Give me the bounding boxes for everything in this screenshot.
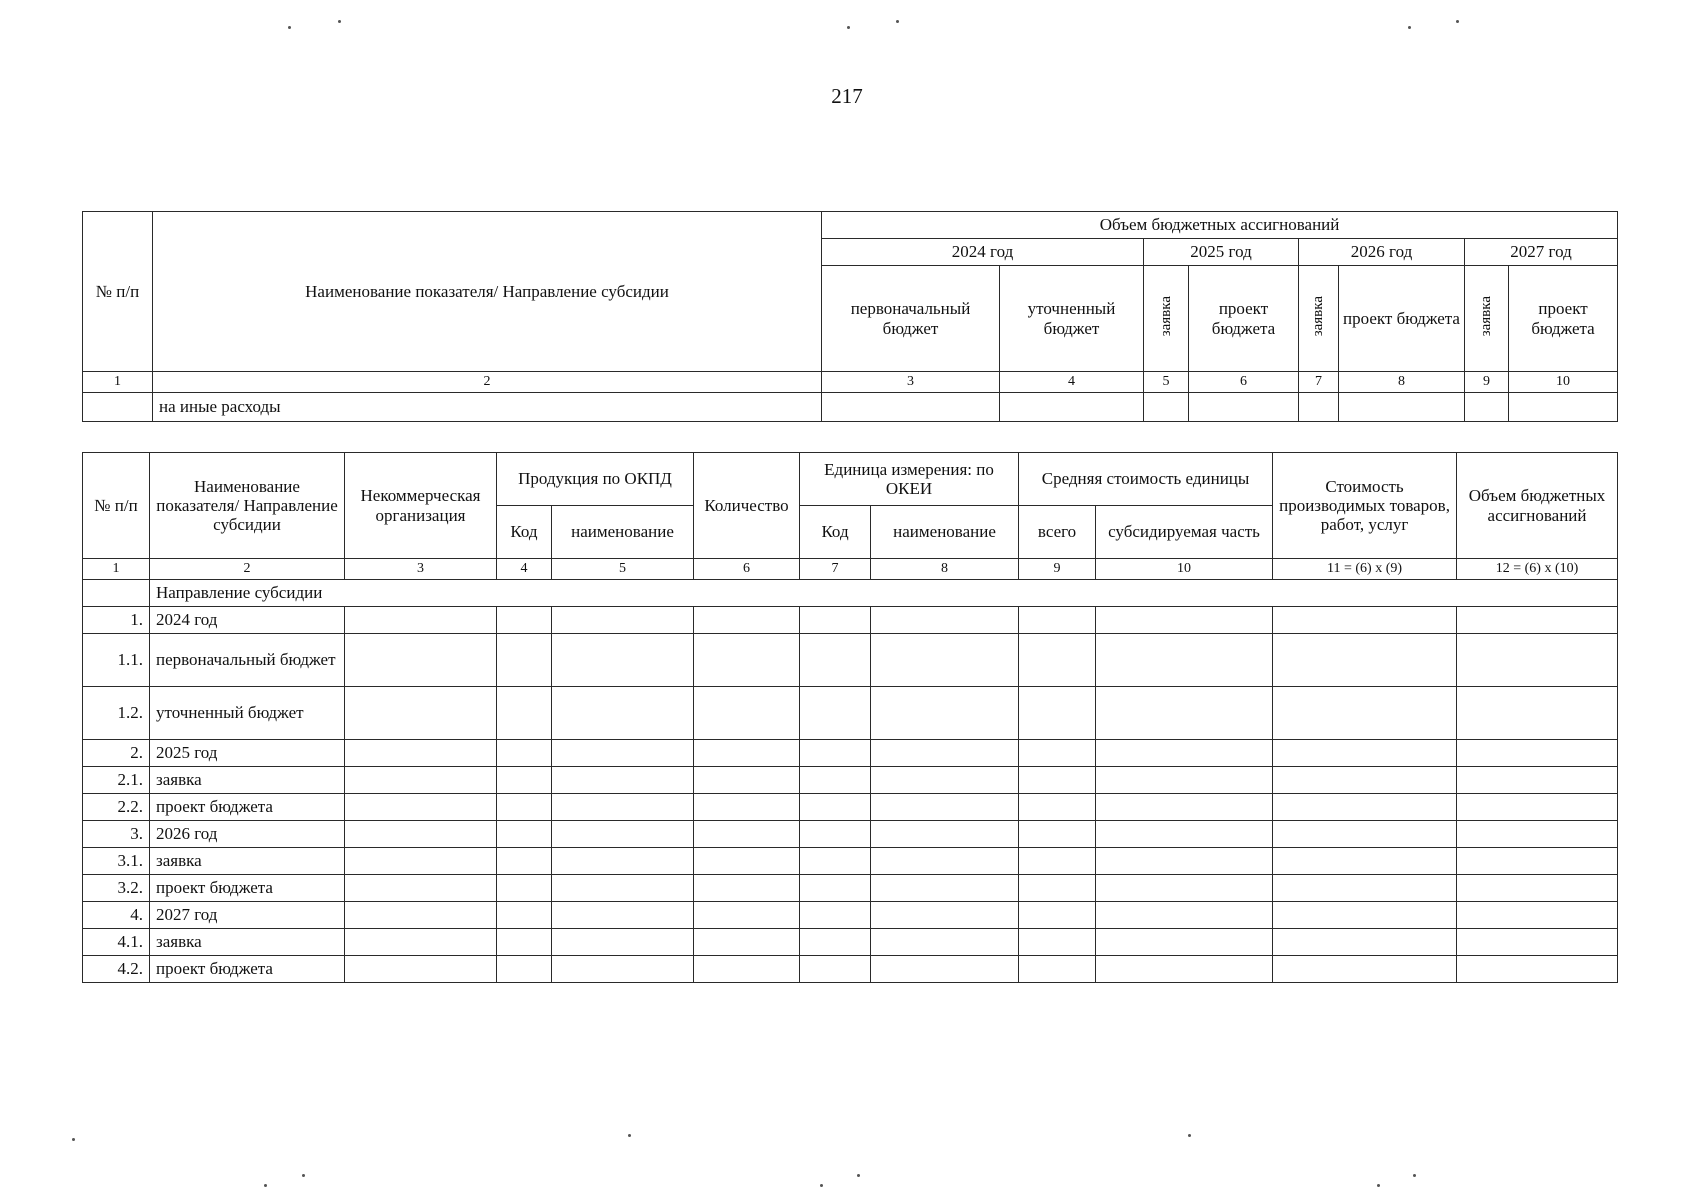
row-label: на иные расходы — [153, 393, 822, 422]
table-row — [83, 875, 1618, 902]
scan-speck — [72, 1138, 75, 1141]
header-quantity: Количество — [694, 453, 800, 559]
row-label: первоначальный бюджет — [150, 634, 345, 687]
table-row — [83, 821, 1618, 848]
row-number: 2.1. — [83, 767, 150, 794]
row-label: 2027 год — [150, 902, 345, 929]
header-draft-2025: проект бюджета — [1189, 266, 1299, 372]
cell — [345, 687, 497, 740]
cell — [1096, 848, 1273, 875]
cell — [552, 875, 694, 902]
cell — [871, 902, 1019, 929]
budget-allocations-table — [82, 211, 1618, 422]
col-num: 5 — [552, 559, 694, 580]
cell — [871, 929, 1019, 956]
cell — [800, 848, 871, 875]
cell — [800, 875, 871, 902]
cell — [345, 607, 497, 634]
cell — [1019, 607, 1096, 634]
cell — [1457, 956, 1618, 983]
row-label: заявка — [150, 929, 345, 956]
header-name: Наименование показателя/ Направление субсидии — [150, 453, 345, 559]
cell — [552, 687, 694, 740]
header-okei-code: Код — [800, 506, 871, 559]
cell — [871, 875, 1019, 902]
cell — [345, 929, 497, 956]
col-num: 9 — [1019, 559, 1096, 580]
cell — [694, 821, 800, 848]
table-row — [83, 687, 1618, 740]
cell — [871, 848, 1019, 875]
row-number: 4.2. — [83, 956, 150, 983]
cell — [694, 687, 800, 740]
cell — [871, 794, 1019, 821]
cell — [1019, 634, 1096, 687]
row-number: 1. — [83, 607, 150, 634]
table-row — [83, 848, 1618, 875]
cell — [1096, 687, 1273, 740]
cell — [552, 740, 694, 767]
row-number: 2.2. — [83, 794, 150, 821]
cell — [1096, 902, 1273, 929]
cell — [552, 956, 694, 983]
cell — [1019, 875, 1096, 902]
cell — [497, 956, 552, 983]
header-okpd: Продукция по ОКПД — [497, 453, 694, 506]
cell — [1096, 767, 1273, 794]
cell — [694, 875, 800, 902]
header-request-2025: заявка — [1144, 266, 1189, 372]
row-label: заявка — [150, 848, 345, 875]
cell — [1000, 393, 1144, 422]
cell — [1339, 393, 1465, 422]
cell — [871, 634, 1019, 687]
cell — [822, 393, 1000, 422]
cell — [871, 956, 1019, 983]
cell — [1457, 740, 1618, 767]
cell — [1457, 821, 1618, 848]
col-num: 10 — [1096, 559, 1273, 580]
cell — [871, 740, 1019, 767]
cell — [1273, 687, 1457, 740]
cell — [1273, 794, 1457, 821]
cell — [345, 848, 497, 875]
header-okpd-code: Код — [497, 506, 552, 559]
header-year-2027: 2027 год — [1465, 239, 1618, 266]
cell — [1457, 794, 1618, 821]
section-row — [83, 580, 1618, 607]
col-num: 4 — [497, 559, 552, 580]
header-cost: Стоимость производимых товаров, работ, услуг — [1273, 453, 1457, 559]
cell — [552, 767, 694, 794]
cell — [345, 902, 497, 929]
header-request-2027: заявка — [1465, 266, 1509, 372]
header-year-2026: 2026 год — [1299, 239, 1465, 266]
cell — [694, 767, 800, 794]
cell — [552, 794, 694, 821]
cell — [345, 875, 497, 902]
cell — [1457, 929, 1618, 956]
header-avg-subsidized: субсидируемая часть — [1096, 506, 1273, 559]
header-no: № п/п — [83, 453, 150, 559]
row-number: 1.2. — [83, 687, 150, 740]
scan-speck — [1377, 1184, 1380, 1187]
cell — [1096, 956, 1273, 983]
row-label: проект бюджета — [150, 875, 345, 902]
header-draft-2026: проект бюджета — [1339, 266, 1465, 372]
scan-speck — [1413, 1174, 1416, 1177]
cell — [1299, 393, 1339, 422]
cell — [1457, 607, 1618, 634]
scan-speck — [628, 1134, 631, 1137]
col-num: 11 = (6) х (9) — [1273, 559, 1457, 580]
col-num: 9 — [1465, 372, 1509, 393]
col-num: 4 — [1000, 372, 1144, 393]
row-label: 2025 год — [150, 740, 345, 767]
cell — [1457, 634, 1618, 687]
cell — [800, 929, 871, 956]
row-number: 4. — [83, 902, 150, 929]
cell — [497, 821, 552, 848]
table-row — [83, 902, 1618, 929]
cell — [1096, 929, 1273, 956]
cell — [497, 848, 552, 875]
cell — [694, 607, 800, 634]
col-num: 7 — [1299, 372, 1339, 393]
header-name: Наименование показателя/ Направление субсидии — [153, 212, 822, 372]
scan-speck — [264, 1184, 267, 1187]
cell — [552, 607, 694, 634]
cell — [497, 794, 552, 821]
cell — [1019, 902, 1096, 929]
header-initial-budget: первоначальный бюджет — [822, 266, 1000, 372]
col-num: 1 — [83, 559, 150, 580]
col-num: 1 — [83, 372, 153, 393]
cell — [83, 393, 153, 422]
row-label: 2024 год — [150, 607, 345, 634]
header-refined-budget: уточненный бюджет — [1000, 266, 1144, 372]
col-num: 3 — [822, 372, 1000, 393]
cell — [497, 607, 552, 634]
row-label: проект бюджета — [150, 794, 345, 821]
col-num: 8 — [1339, 372, 1465, 393]
table-row — [83, 393, 1618, 422]
header-avg-total: всего — [1019, 506, 1096, 559]
cell — [871, 607, 1019, 634]
row-number: 4.1. — [83, 929, 150, 956]
scan-speck — [820, 1184, 823, 1187]
cell — [800, 634, 871, 687]
table-row — [83, 929, 1618, 956]
col-num: 12 = (6) х (10) — [1457, 559, 1618, 580]
scan-speck — [1188, 1134, 1191, 1137]
cell — [800, 607, 871, 634]
cell — [800, 902, 871, 929]
col-num: 6 — [694, 559, 800, 580]
section-label: Направление субсидии — [150, 580, 1618, 607]
cell — [871, 767, 1019, 794]
row-label: 2026 год — [150, 821, 345, 848]
cell — [552, 821, 694, 848]
col-num: 10 — [1509, 372, 1618, 393]
cell — [1019, 687, 1096, 740]
cell — [1273, 875, 1457, 902]
cell — [1019, 767, 1096, 794]
cell — [871, 687, 1019, 740]
page-number: 217 — [831, 84, 863, 108]
cell — [345, 740, 497, 767]
cell — [1509, 393, 1618, 422]
table-row — [83, 956, 1618, 983]
col-num: 6 — [1189, 372, 1299, 393]
cell — [1019, 740, 1096, 767]
col-num: 2 — [150, 559, 345, 580]
cell — [1019, 848, 1096, 875]
row-label: проект бюджета — [150, 956, 345, 983]
cell — [497, 740, 552, 767]
cell — [497, 767, 552, 794]
cell — [497, 902, 552, 929]
cell — [1019, 821, 1096, 848]
cell — [1273, 740, 1457, 767]
cell — [497, 929, 552, 956]
scan-speck — [1408, 26, 1411, 29]
col-num: 8 — [871, 559, 1019, 580]
header-draft-2027: проект бюджета — [1509, 266, 1618, 372]
cell — [1465, 393, 1509, 422]
cell — [552, 902, 694, 929]
cell — [345, 821, 497, 848]
scan-speck — [847, 26, 850, 29]
cell — [1457, 767, 1618, 794]
scan-speck — [1456, 20, 1459, 23]
cell — [694, 794, 800, 821]
cell — [1273, 902, 1457, 929]
cell — [552, 634, 694, 687]
cell — [1019, 956, 1096, 983]
cell — [800, 821, 871, 848]
cell — [497, 875, 552, 902]
cell — [800, 687, 871, 740]
cell — [552, 848, 694, 875]
header-okpd-title: наименование — [552, 506, 694, 559]
cell — [694, 929, 800, 956]
col-num: 3 — [345, 559, 497, 580]
cell — [1457, 902, 1618, 929]
cell — [1096, 794, 1273, 821]
cell — [1457, 687, 1618, 740]
cell — [1096, 875, 1273, 902]
table-row — [83, 767, 1618, 794]
cell — [694, 848, 800, 875]
cell — [694, 740, 800, 767]
cell — [800, 767, 871, 794]
cell — [800, 794, 871, 821]
cell — [345, 767, 497, 794]
scan-speck — [302, 1174, 305, 1177]
cell — [345, 956, 497, 983]
header-avg-cost: Средняя стоимость единицы — [1019, 453, 1273, 506]
cell — [1273, 634, 1457, 687]
cell — [871, 821, 1019, 848]
header-okei: Единица измерения: по ОКЕИ — [800, 453, 1019, 506]
cell — [1096, 607, 1273, 634]
cell — [1189, 393, 1299, 422]
scan-speck — [338, 20, 341, 23]
cell — [345, 794, 497, 821]
cell — [800, 740, 871, 767]
cell — [1096, 821, 1273, 848]
header-organization: Некоммерческая организация — [345, 453, 497, 559]
cell — [1457, 848, 1618, 875]
cell — [497, 687, 552, 740]
header-okei-title: наименование — [871, 506, 1019, 559]
cell — [1273, 956, 1457, 983]
cell — [1096, 634, 1273, 687]
table-row — [83, 740, 1618, 767]
cell — [694, 902, 800, 929]
row-number: 2. — [83, 740, 150, 767]
cell — [1273, 607, 1457, 634]
header-year-2024: 2024 год — [822, 239, 1144, 266]
cell — [1144, 393, 1189, 422]
cell — [1019, 929, 1096, 956]
cell — [1273, 848, 1457, 875]
cell — [1019, 794, 1096, 821]
row-label: уточненный бюджет — [150, 687, 345, 740]
cell — [1273, 929, 1457, 956]
row-number: 3.2. — [83, 875, 150, 902]
col-num: 5 — [1144, 372, 1189, 393]
row-number: 3.1. — [83, 848, 150, 875]
row-label: заявка — [150, 767, 345, 794]
cell — [497, 634, 552, 687]
table-row — [83, 607, 1618, 634]
row-number: 1.1. — [83, 634, 150, 687]
table-row — [83, 794, 1618, 821]
cell — [552, 929, 694, 956]
col-num: 2 — [153, 372, 822, 393]
cell — [83, 580, 150, 607]
header-budget: Объем бюджетных ассигнований — [1457, 453, 1618, 559]
scan-speck — [857, 1174, 860, 1177]
header-volume: Объем бюджетных ассигнований — [822, 212, 1618, 239]
subsidy-details-table — [82, 452, 1618, 983]
cell — [1457, 875, 1618, 902]
cell — [694, 634, 800, 687]
cell — [1273, 821, 1457, 848]
cell — [345, 634, 497, 687]
header-request-2026: заявка — [1299, 266, 1339, 372]
cell — [1096, 740, 1273, 767]
header-year-2025: 2025 год — [1144, 239, 1299, 266]
col-num: 7 — [800, 559, 871, 580]
scan-speck — [288, 26, 291, 29]
cell — [1273, 767, 1457, 794]
cell — [694, 956, 800, 983]
table-row — [83, 634, 1618, 687]
scan-speck — [896, 20, 899, 23]
cell — [800, 956, 871, 983]
header-no: № п/п — [83, 212, 153, 372]
row-number: 3. — [83, 821, 150, 848]
